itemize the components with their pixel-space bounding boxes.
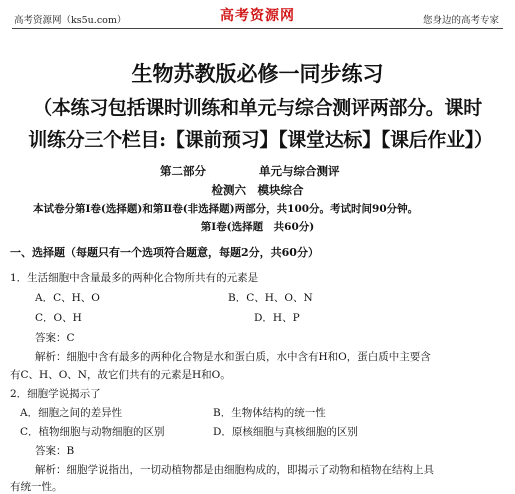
header-slogan: 您身边的高考专家 [422, 15, 499, 26]
option-a: A．C、H、O [35, 292, 100, 304]
option-c: C．植物细胞与动物细胞的区别 [20, 426, 165, 438]
doc-subtitle-line1: （本练习包括课时训练和单元与综合测评两部分。课时 [33, 97, 482, 119]
header-logo-text: 高考资源网 [220, 8, 295, 24]
part-label: 第二部分 [160, 164, 206, 178]
question-stem: 2．细胞学说揭示了 [10, 388, 101, 400]
exam-info: 本试卷分第Ⅰ卷(选择题)和第Ⅱ卷(非选择题)两部分，共100分。考试时间90分钟。 [33, 203, 419, 215]
option-d: D．H、P [254, 312, 300, 324]
page-header [0, 0, 515, 30]
analysis-line-2: 有统一性。 [10, 481, 63, 493]
option-d: D．原核细胞与真核细胞的区别 [213, 426, 358, 438]
answer: 答案：C [35, 332, 75, 344]
analysis-line-1: 解析：细胞学说指出，一切动植物都是由细胞构成的，即揭示了动物和植物在结构上具 [35, 464, 434, 476]
option-a: A．细胞之间的差异性 [20, 407, 123, 419]
section-heading: 一、选择题（每题只有一个选项符合题意，每题2分，共60分） [10, 246, 319, 259]
analysis-line-1: 解析：细胞中含有最多的两种化合物是水和蛋白质，水中含有H和O，蛋白质中主要含 [35, 351, 431, 363]
analysis-line-2: 有C、H、O、N，故它们共有的元素是H和O。 [10, 369, 231, 381]
option-c: C．O、H [35, 312, 82, 324]
part-name: 单元与综合测评 [259, 164, 340, 178]
doc-title: 生物苏教版必修一同步练习 [131, 61, 384, 86]
volume-heading: 第Ⅰ卷(选择题 共60分) [200, 221, 315, 233]
answer: 答案：B [35, 445, 75, 457]
option-b: B．C、H、O、N [228, 292, 313, 304]
option-b: B．生物体结构的统一性 [213, 407, 326, 419]
test-title: 检测六 模块综合 [211, 183, 304, 197]
question-stem: 1．生活细胞中含量最多的两种化合物所共有的元素是 [10, 272, 259, 284]
header-site-name: 高考资源网（ks5u.com） [14, 15, 127, 26]
doc-subtitle-line2: 训练分三个栏目:【课前预习】【课堂达标】【课后作业】） [28, 129, 493, 151]
header-divider [12, 28, 503, 29]
